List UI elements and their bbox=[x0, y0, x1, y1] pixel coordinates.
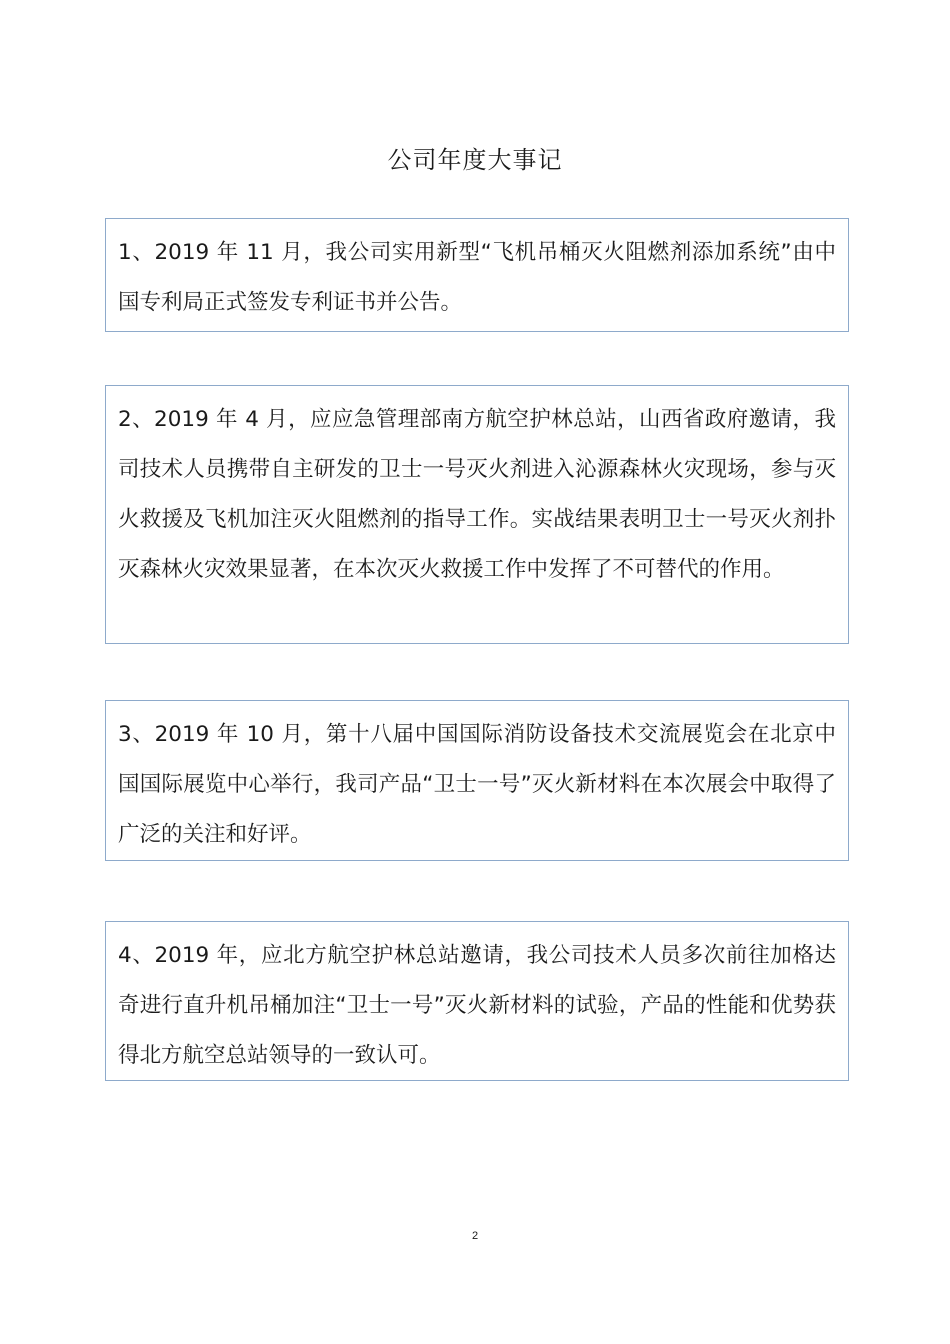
event-box-1 bbox=[105, 218, 849, 332]
event-text-2: 2、2019 年 4 月，应应急管理部南方航空护林总站，山西省政府邀请，我司技术人员携带自主研发的卫士一号灭火剂进入沁源森林火灾现场，参与灭火救援及飞机加注灭火阻燃剂的指导工作。实战结果表明卫士一号灭火剂扑灭森林火灾效果显著，在本次灭火救援工作中发挥了不可替代的作用。 bbox=[118, 407, 836, 582]
page-number: 2 bbox=[471, 1230, 479, 1242]
page-title: 公司年度大事记 bbox=[387, 146, 563, 174]
event-text-1: 1、2019 年 11 月，我公司实用新型“飞机吊桶灭火阻燃剂添加系统”由中国专利局正式签发专利证书并公告。 bbox=[118, 240, 836, 315]
event-text-3: 3、2019 年 10 月，第十八届中国国际消防设备技术交流展览会在北京中国国际展览中心举行，我司产品“卫士一号”灭火新材料在本次展会中取得了广泛的关注和好评。 bbox=[118, 722, 836, 847]
event-text-4: 4、2019 年，应北方航空护林总站邀请，我公司技术人员多次前往加格达奇进行直升机吊桶加注“卫士一号”灭火新材料的试验，产品的性能和优势获得北方航空总站领导的一致认可。 bbox=[118, 943, 836, 1068]
event-box-4 bbox=[105, 921, 849, 1081]
event-box-3 bbox=[105, 700, 849, 861]
event-box-2 bbox=[105, 385, 849, 644]
